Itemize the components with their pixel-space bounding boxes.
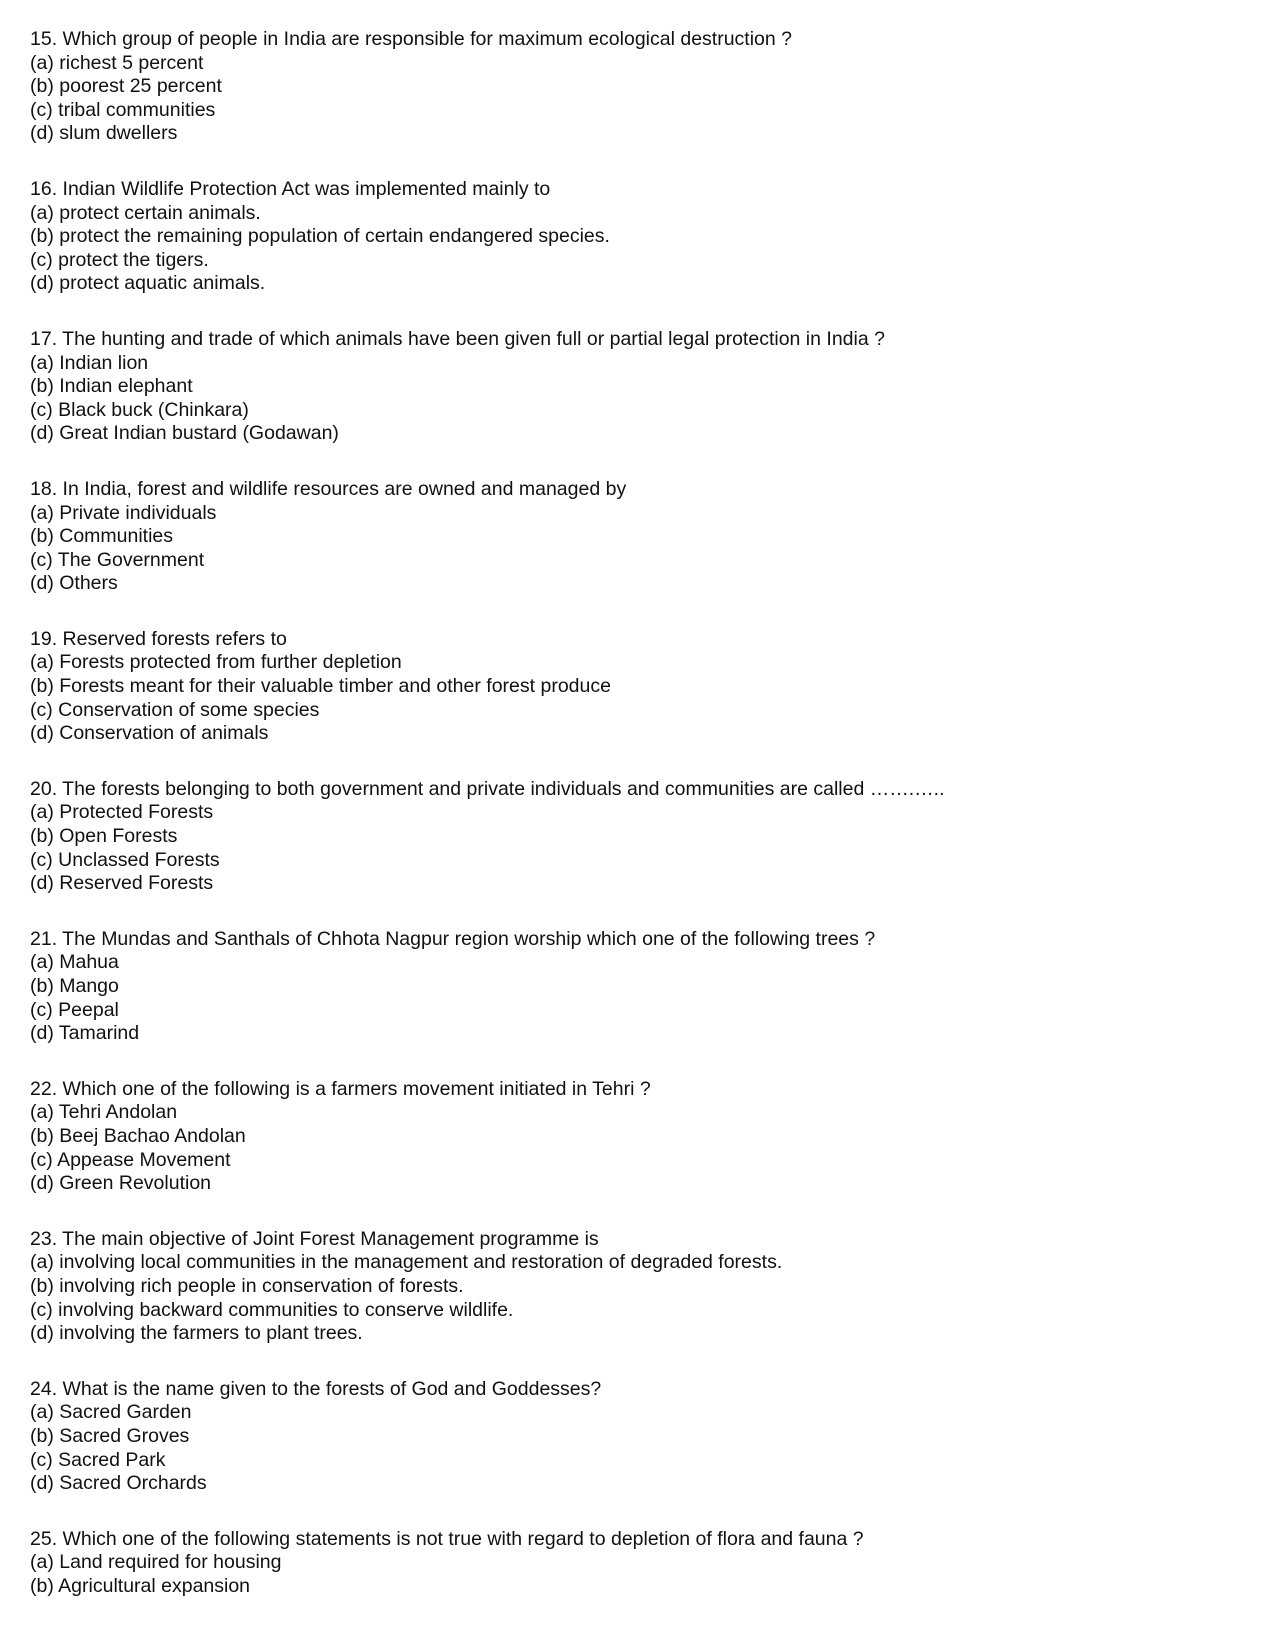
option-c: (c) Appease Movement [30,1148,231,1171]
option-c: (c) Unclassed Forests [30,848,220,871]
option-a: (a) protect certain animals. [30,201,261,224]
option-d: (d) Great Indian bustard (Godawan) [30,422,339,445]
option-b: (b) protect the remaining population of certain endangered species. [30,225,610,248]
option-c: (c) tribal communities [30,98,216,121]
option-b: (b) poorest 25 percent [30,75,222,98]
option-d: (d) Tamarind [30,1022,140,1045]
option-b: (b) Open Forests [30,825,178,848]
option-d: (d) Green Revolution [30,1172,212,1195]
option-b: (b) Sacred Groves [30,1424,190,1447]
option-c: (c) involving backward communities to conserve wildlife. [30,1298,514,1321]
question-text: 20. The forests belonging to both government and private individuals and communities are called …….….. [30,777,945,800]
question-20 [30,778,1245,896]
question-17 [30,328,1245,446]
question-text: 16. Indian Wildlife Protection Act was implemented mainly to [30,177,551,200]
option-a: (a) Protected Forests [30,801,214,824]
question-23 [30,1228,1245,1346]
question-15 [30,28,1245,146]
question-text: 25. Which one of the following statements is not true with regard to depletion of flora and fauna ? [30,1527,864,1550]
option-c: (c) Conservation of some species [30,698,320,721]
question-text: 19. Reserved forests refers to [30,627,287,650]
option-a: (a) Private individuals [30,501,217,524]
document-page [30,28,1245,1630]
option-a: (a) richest 5 percent [30,51,204,74]
option-a: (a) Indian lion [30,351,149,374]
option-a: (a) Tehri Andolan [30,1101,178,1124]
question-text: 24. What is the name given to the forests of God and Goddesses? [30,1377,602,1400]
question-text: 18. In India, forest and wildlife resources are owned and managed by [30,477,627,500]
option-a: (a) Mahua [30,951,119,974]
question-21 [30,928,1245,1046]
option-a: (a) Sacred Garden [30,1401,192,1424]
option-a: (a) Land required for housing [30,1551,282,1574]
option-d: (d) protect aquatic animals. [30,272,266,295]
option-c: (c) Peepal [30,998,119,1021]
question-text: 23. The main objective of Joint Forest Management programme is [30,1227,599,1250]
option-a: (a) involving local communities in the management and restoration of degraded forests. [30,1251,783,1274]
option-b: (b) Agricultural expansion [30,1574,251,1597]
option-d: (d) Sacred Orchards [30,1472,207,1495]
option-b: (b) Communities [30,525,174,548]
option-b: (b) Forests meant for their valuable timber and other forest produce [30,675,611,698]
question-text: 21. The Mundas and Santhals of Chhota Nagpur region worship which one of the following trees ? [30,927,876,950]
option-b: (b) Mango [30,975,119,997]
question-text: 22. Which one of the following is a farmers movement initiated in Tehri ? [30,1077,651,1100]
option-d: (d) Conservation of animals [30,722,269,745]
question-text: 17. The hunting and trade of which animals have been given full or partial legal protection in India ? [30,327,885,350]
question-25 [30,1528,1245,1599]
option-d: (d) Others [30,572,118,595]
question-16 [30,178,1245,296]
question-18 [30,478,1245,596]
option-b: (b) Beej Bachao Andolan [30,1124,246,1147]
option-c: (c) The Government [30,548,205,571]
option-b: (b) involving rich people in conservation of forests. [30,1274,464,1297]
question-22 [30,1078,1245,1196]
option-d: (d) slum dwellers [30,122,178,145]
option-c: (c) protect the tigers. [30,248,209,271]
question-text: 15. Which group of people in India are responsible for maximum ecological destruction ? [30,28,792,50]
option-b: (b) Indian elephant [30,375,193,398]
option-d: (d) involving the farmers to plant trees. [30,1322,363,1345]
option-a: (a) Forests protected from further depletion [30,651,402,674]
option-c: (c) Black buck (Chinkara) [30,398,249,421]
question-19 [30,628,1245,746]
question-24 [30,1378,1245,1496]
option-c: (c) Sacred Park [30,1448,166,1471]
option-d: (d) Reserved Forests [30,872,214,895]
